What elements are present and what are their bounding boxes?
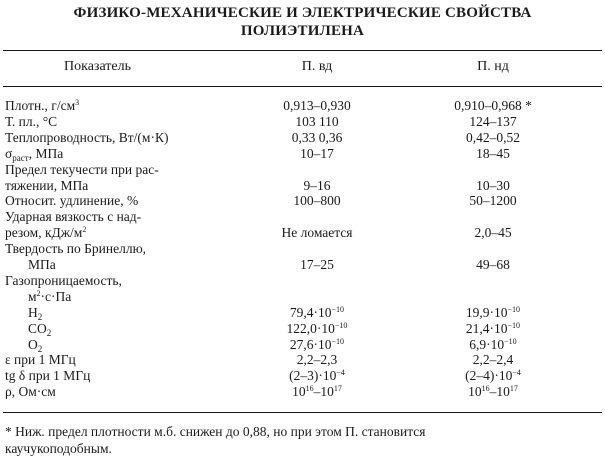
ldpe-main: 10–17 — [300, 145, 334, 161]
value-hdpe — [408, 98, 578, 113]
label-text: σ — [5, 145, 13, 161]
ldpe-main: 10 — [292, 384, 306, 400]
label-sub: раст — [12, 152, 29, 163]
value-ldpe — [232, 368, 402, 383]
label-text: Теплопроводность, Вт/(м·К) — [5, 129, 169, 145]
label-sub: 2 — [37, 311, 43, 322]
row-label — [5, 241, 146, 256]
row-label — [28, 321, 51, 336]
hdpe-main: 0,42–0,52 — [466, 129, 520, 145]
label-text: Н — [28, 304, 38, 320]
ldpe-main: 103 110 — [295, 113, 339, 129]
row-label — [5, 114, 57, 129]
value-hdpe — [408, 178, 578, 193]
table-row — [0, 146, 605, 161]
value-hdpe — [408, 114, 578, 129]
header-ldpe: П. вд — [301, 59, 333, 74]
hdpe-sup2: 17 — [509, 384, 518, 394]
table-row — [0, 352, 605, 367]
ldpe-sup: 16 — [305, 384, 314, 394]
hdpe-main: 21,4·10 — [465, 320, 508, 336]
table-row — [0, 193, 605, 208]
value-hdpe — [408, 352, 578, 367]
value-ldpe — [232, 114, 402, 129]
row-label — [28, 289, 71, 304]
hdpe-sup: −10 — [504, 336, 517, 346]
footnote-line-2: каучукоподобным. — [5, 441, 112, 456]
hdpe-sup: −10 — [507, 304, 521, 314]
table-row — [0, 162, 605, 177]
row-label — [5, 193, 138, 208]
ldpe-main: 9–16 — [303, 177, 331, 193]
ldpe-sup: −4 — [336, 368, 345, 378]
header-hdpe: П. нд — [477, 59, 509, 74]
value-ldpe — [232, 130, 402, 145]
hdpe-main: 19,9·10 — [465, 304, 508, 320]
label-sub: 2 — [37, 343, 43, 354]
row-label — [5, 98, 79, 113]
row-label — [5, 130, 168, 145]
top-rule — [3, 50, 602, 51]
hdpe-after: –10 — [489, 384, 510, 400]
hdpe-main: 0,910–0,968 * — [454, 98, 532, 113]
ldpe-main: Не ломается — [281, 225, 353, 241]
label-text: МПа — [28, 257, 56, 272]
value-hdpe — [408, 321, 578, 336]
label-after: ·с·Па — [40, 288, 72, 304]
bottom-rule — [3, 412, 602, 413]
table-title-line-2: ПОЛИЭТИЛЕНА — [240, 23, 365, 39]
row-label — [5, 352, 76, 367]
label-text: Газопроницаемость, — [5, 272, 122, 288]
ldpe-main: 0,33 0,36 — [291, 129, 343, 145]
value-ldpe — [232, 305, 402, 320]
row-label — [5, 146, 63, 161]
table-row — [0, 114, 605, 129]
ldpe-main: 0,913–0,930 — [283, 98, 351, 113]
hdpe-sup: −4 — [512, 368, 521, 378]
value-hdpe — [408, 193, 578, 208]
table-row — [0, 225, 605, 240]
value-ldpe — [232, 352, 402, 367]
ldpe-main: 100–800 — [293, 193, 341, 209]
value-ldpe — [232, 225, 402, 240]
table-title-line-1: ФИЗИКО-МЕХАНИЧЕСКИЕ И ЭЛЕКТРИЧЕСКИЕ СВОЙСТВА — [73, 5, 532, 21]
row-label — [5, 209, 141, 224]
label-text: ρ, Ом·см — [5, 384, 56, 400]
label-text: Плотн., г/см — [5, 98, 76, 113]
label-sup: 2 — [36, 288, 41, 298]
ldpe-sup: −10 — [334, 320, 348, 330]
hdpe-main: 2,0–45 — [474, 225, 512, 241]
hdpe-main: 10–30 — [476, 177, 510, 193]
value-ldpe — [232, 193, 402, 208]
value-hdpe — [408, 384, 578, 399]
ldpe-sup: −10 — [331, 336, 345, 346]
hdpe-main: 18–45 — [476, 145, 510, 161]
label-text: О — [28, 336, 38, 352]
label-text: резом, кДж/м — [5, 225, 83, 241]
label-text: тяжении, МПа — [5, 177, 89, 193]
value-hdpe — [408, 257, 578, 272]
label-text: м — [28, 288, 37, 304]
hdpe-main: 10 — [468, 384, 482, 400]
label-text: Ударная вязкость с над- — [5, 209, 142, 225]
table-row — [0, 98, 605, 113]
value-hdpe — [408, 368, 578, 383]
table-row — [0, 368, 605, 383]
ldpe-main: 79,4·10 — [289, 304, 332, 320]
label-text: СО — [28, 320, 47, 336]
row-label — [5, 368, 90, 383]
hdpe-main: 124–137 — [469, 113, 517, 129]
table-row — [0, 337, 605, 352]
hdpe-main: (2–4)·10 — [465, 368, 513, 384]
header-rule — [3, 86, 602, 87]
value-ldpe — [232, 178, 402, 193]
table-row — [0, 289, 605, 304]
value-ldpe — [232, 321, 402, 336]
label-text: ε при 1 МГц — [5, 352, 76, 368]
label-sup: 2 — [82, 225, 87, 235]
table-row — [0, 321, 605, 336]
label-text: Относит. удлинение, % — [5, 193, 139, 209]
label-text: tg δ при 1 МГц — [5, 368, 91, 384]
table-row — [0, 305, 605, 320]
value-ldpe — [232, 257, 402, 272]
ldpe-main: 17–25 — [300, 257, 334, 272]
table-row — [0, 178, 605, 193]
header-indicator: Показатель — [64, 59, 131, 74]
label-text: Твердость по Бринеллю, — [5, 241, 147, 257]
label-text: Т. пл., °С — [5, 113, 58, 129]
row-label — [28, 305, 42, 320]
value-hdpe — [408, 225, 578, 240]
table-row — [0, 273, 605, 288]
table-row — [0, 384, 605, 399]
table-row — [0, 257, 605, 272]
row-label — [5, 162, 159, 177]
ldpe-main: (2–3)·10 — [289, 368, 337, 384]
hdpe-sup: −10 — [507, 320, 521, 330]
row-label — [28, 257, 56, 272]
ldpe-main: 122,0·10 — [286, 320, 335, 336]
footnote-line-1: * Ниж. предел плотности м.б. снижен до 0,88, но при этом П. становится — [5, 424, 426, 439]
row-label — [5, 273, 122, 288]
value-hdpe — [408, 146, 578, 161]
hdpe-main: 49–68 — [476, 257, 510, 272]
value-ldpe — [232, 337, 402, 352]
hdpe-sup: 16 — [481, 384, 490, 394]
label-sub: 2 — [46, 327, 52, 338]
value-ldpe — [232, 98, 402, 113]
table-row — [0, 130, 605, 145]
row-label — [5, 225, 86, 240]
value-hdpe — [408, 305, 578, 320]
table-row — [0, 209, 605, 224]
row-label — [5, 178, 88, 193]
value-ldpe — [232, 146, 402, 161]
hdpe-main: 6,9·10 — [469, 336, 505, 352]
label-sup: 3 — [75, 98, 80, 107]
hdpe-main: 2,2–2,4 — [472, 352, 514, 368]
label-after: , МПа — [28, 145, 64, 161]
row-label — [28, 337, 42, 352]
label-text: Предел текучести при рас- — [5, 161, 159, 177]
ldpe-after: –10 — [313, 384, 334, 400]
value-hdpe — [408, 130, 578, 145]
ldpe-main: 27,6·10 — [289, 336, 332, 352]
table-row — [0, 241, 605, 256]
ldpe-sup2: 17 — [333, 384, 342, 394]
ldpe-sup: −10 — [331, 304, 345, 314]
row-label — [5, 384, 56, 399]
hdpe-main: 50–1200 — [469, 193, 517, 209]
value-ldpe — [232, 384, 402, 399]
value-hdpe — [408, 337, 578, 352]
ldpe-main: 2,2–2,3 — [296, 352, 338, 368]
